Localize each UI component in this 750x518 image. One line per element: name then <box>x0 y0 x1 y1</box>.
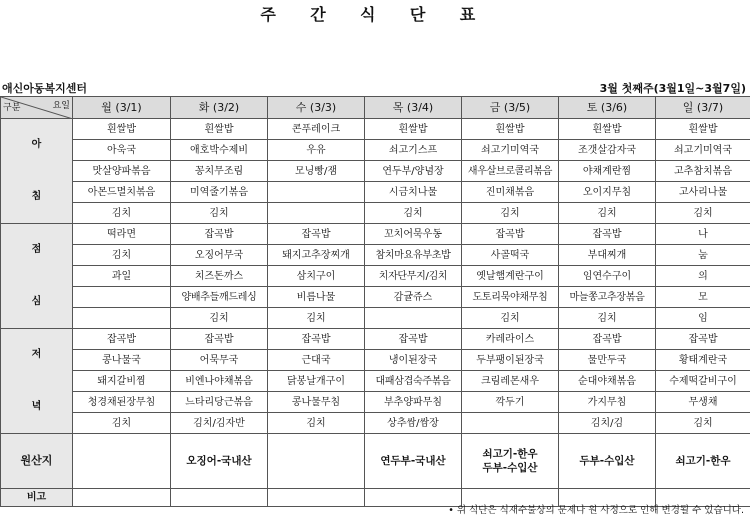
menu-item: 임연수구이 <box>559 266 656 287</box>
menu-row <box>1 308 750 329</box>
organization-name: 애신아동복지센터 <box>2 82 88 95</box>
menu-row <box>1 329 750 350</box>
menu-item: 수제떡갈비구이 <box>656 371 750 392</box>
menu-item: 크림레몬새우 <box>462 371 559 392</box>
note-cell <box>171 489 268 507</box>
menu-item: 진미채볶음 <box>462 182 559 203</box>
menu-item: 돼지갈비찜 <box>73 371 171 392</box>
menu-item: 닭봉날개구이 <box>268 371 365 392</box>
day-header: 화 (3/2) <box>171 97 268 119</box>
menu-row <box>1 392 750 413</box>
menu-item: 황태계란국 <box>656 350 750 371</box>
menu-item: 상추쌈/쌈장 <box>365 413 462 434</box>
menu-item: 부대찌개 <box>559 245 656 266</box>
menu-row <box>1 350 750 371</box>
menu-item: 떡라면 <box>73 224 171 245</box>
week-label: 3월 첫째주(3월1일~3월7일) <box>599 82 746 95</box>
menu-item: 김치 <box>365 203 462 224</box>
menu-item: 흰쌀밥 <box>73 119 171 140</box>
origin-label: 원산지 <box>1 434 73 489</box>
menu-item: 잡곡밥 <box>171 329 268 350</box>
menu-item: 잡곡밥 <box>559 329 656 350</box>
menu-item: 나 <box>656 224 750 245</box>
menu-item: 맛살양파볶음 <box>73 161 171 182</box>
menu-item: 모 <box>656 287 750 308</box>
menu-item: 모닝빵/잼 <box>268 161 365 182</box>
menu-item: 김치 <box>73 245 171 266</box>
menu-item: 느타리당근볶음 <box>171 392 268 413</box>
origin-row <box>1 434 750 489</box>
menu-item: 부추양파무침 <box>365 392 462 413</box>
note-cell <box>365 489 462 507</box>
menu-item: 쇠고기미역국 <box>656 140 750 161</box>
menu-item: 잡곡밥 <box>462 224 559 245</box>
menu-item: 물만두국 <box>559 350 656 371</box>
menu-row <box>1 413 750 434</box>
origin-value-line: 오징어-국내산 <box>186 455 252 467</box>
menu-item: 김치/김 <box>559 413 656 434</box>
menu-item: 오징어무국 <box>171 245 268 266</box>
menu-row <box>1 266 750 287</box>
menu-item: 잡곡밥 <box>365 329 462 350</box>
menu-item: 치즈돈까스 <box>171 266 268 287</box>
menu-item: 야채계란찜 <box>559 161 656 182</box>
menu-item: 도토리묵야채무침 <box>462 287 559 308</box>
menu-item: 가지무침 <box>559 392 656 413</box>
menu-item: 마늘쫑고추장볶음 <box>559 287 656 308</box>
menu-item: 꼬치어묵우동 <box>365 224 462 245</box>
menu-item: 흰쌀밥 <box>365 119 462 140</box>
menu-item: 냉이된장국 <box>365 350 462 371</box>
day-header-row <box>1 97 750 119</box>
origin-value <box>656 434 750 489</box>
menu-item: 김치 <box>462 308 559 329</box>
menu-item: 순대야채볶음 <box>559 371 656 392</box>
menu-table <box>0 96 750 507</box>
menu-row <box>1 287 750 308</box>
menu-item: 고추참치볶음 <box>656 161 750 182</box>
day-header: 일 (3/7) <box>656 97 750 119</box>
menu-item: 콘푸레이크 <box>268 119 365 140</box>
menu-item: 잡곡밥 <box>171 224 268 245</box>
menu-item: 흰쌀밥 <box>656 119 750 140</box>
menu-item: 참치마요유부초밥 <box>365 245 462 266</box>
note-cell <box>268 489 365 507</box>
menu-item: 미역줄기볶음 <box>171 182 268 203</box>
menu-item: 쇠고기미역국 <box>462 140 559 161</box>
origin-value <box>559 434 656 489</box>
menu-item: 아욱국 <box>73 140 171 161</box>
menu-item <box>365 308 462 329</box>
menu-item: 비엔나야채볶음 <box>171 371 268 392</box>
meal-label-char: 저 <box>31 349 42 360</box>
menu-item: 김치 <box>171 308 268 329</box>
origin-value <box>73 434 171 489</box>
meal-label <box>1 224 73 329</box>
day-header: 월 (3/1) <box>73 97 171 119</box>
menu-item: 김치 <box>171 203 268 224</box>
origin-value <box>171 434 268 489</box>
day-header: 수 (3/3) <box>268 97 365 119</box>
menu-item: 연두부/양념장 <box>365 161 462 182</box>
menu-item: 돼지고추장찌개 <box>268 245 365 266</box>
menu-row <box>1 224 750 245</box>
menu-item: 잡곡밥 <box>656 329 750 350</box>
origin-value-line: 연두부-국내산 <box>380 455 446 467</box>
menu-item: 새우살브로콜리볶음 <box>462 161 559 182</box>
menu-item: 의 <box>656 266 750 287</box>
note-cell <box>73 489 171 507</box>
menu-item: 쇠고기스프 <box>365 140 462 161</box>
menu-item: 시금치나물 <box>365 182 462 203</box>
meal-label <box>1 119 73 224</box>
day-header: 토 (3/6) <box>559 97 656 119</box>
menu-item: 대패삼겹숙주볶음 <box>365 371 462 392</box>
menu-item: 카레라이스 <box>462 329 559 350</box>
menu-item: 콩나물무침 <box>268 392 365 413</box>
meal-label-char: 침 <box>31 191 42 202</box>
menu-item: 아몬드멸치볶음 <box>73 182 171 203</box>
meal-label-char: 심 <box>31 296 42 307</box>
menu-item: 고사리나물 <box>656 182 750 203</box>
menu-item: 김치 <box>656 203 750 224</box>
menu-item: 삼치구이 <box>268 266 365 287</box>
menu-item: 잡곡밥 <box>268 329 365 350</box>
menu-item <box>73 287 171 308</box>
meal-label <box>1 329 73 434</box>
menu-row <box>1 203 750 224</box>
menu-item: 김치 <box>268 308 365 329</box>
meal-label-char: 점 <box>31 244 42 255</box>
menu-item: 과일 <box>73 266 171 287</box>
menu-row <box>1 371 750 392</box>
menu-item: 애호박수제비 <box>171 140 268 161</box>
menu-item: 흰쌀밥 <box>559 119 656 140</box>
menu-item: 감귤쥬스 <box>365 287 462 308</box>
menu-row <box>1 182 750 203</box>
menu-item: 조갯살감자국 <box>559 140 656 161</box>
menu-item: 무생채 <box>656 392 750 413</box>
meal-label-char: 녁 <box>31 401 42 412</box>
menu-item: 우유 <box>268 140 365 161</box>
corner-right-label: 요일 <box>52 101 70 111</box>
origin-value-line: 쇠고기-한우 <box>482 448 538 460</box>
menu-item <box>268 203 365 224</box>
origin-value-line: 쇠고기-한우 <box>675 455 731 467</box>
menu-item: 김치 <box>559 308 656 329</box>
menu-item: 잡곡밥 <box>559 224 656 245</box>
corner-header <box>1 97 73 119</box>
menu-item: 김치 <box>73 203 171 224</box>
menu-item: 잡곡밥 <box>268 224 365 245</box>
menu-item <box>73 308 171 329</box>
menu-item: 콩나물국 <box>73 350 171 371</box>
menu-item: 옛날햄계란구이 <box>462 266 559 287</box>
menu-item: 김치 <box>656 413 750 434</box>
menu-item: 양배추들깨드레싱 <box>171 287 268 308</box>
menu-item: 김치 <box>462 203 559 224</box>
menu-item: 청경채된장무침 <box>73 392 171 413</box>
menu-item: 두부팽이된장국 <box>462 350 559 371</box>
page-title: 주 간 식 단 표 <box>260 5 490 24</box>
menu-item: 치자단무지/김치 <box>365 266 462 287</box>
menu-item: 근대국 <box>268 350 365 371</box>
menu-item: 사골떡국 <box>462 245 559 266</box>
menu-row <box>1 140 750 161</box>
day-header: 목 (3/4) <box>365 97 462 119</box>
origin-value-line: 두부-수입산 <box>482 462 538 474</box>
note-label: 비고 <box>1 489 73 507</box>
footer-note: • 위 식단은 식재수불상의 문제나 원 사정으로 인해 변경될 수 있습니다. <box>448 505 744 516</box>
menu-item: 잡곡밥 <box>73 329 171 350</box>
menu-item: 임 <box>656 308 750 329</box>
origin-value-line: 두부-수입산 <box>579 455 635 467</box>
origin-value <box>268 434 365 489</box>
menu-item: 비름나물 <box>268 287 365 308</box>
menu-row <box>1 245 750 266</box>
menu-row <box>1 161 750 182</box>
menu-item: 흰쌀밥 <box>462 119 559 140</box>
menu-item: 깍두기 <box>462 392 559 413</box>
menu-item: 김치 <box>559 203 656 224</box>
menu-item <box>268 182 365 203</box>
origin-value <box>462 434 559 489</box>
day-header: 금 (3/5) <box>462 97 559 119</box>
menu-item <box>462 413 559 434</box>
menu-item: 오이지무침 <box>559 182 656 203</box>
origin-value <box>365 434 462 489</box>
menu-item: 꽁치무조림 <box>171 161 268 182</box>
corner-left-label: 구분 <box>3 103 21 113</box>
menu-item: 눔 <box>656 245 750 266</box>
menu-item: 김치 <box>268 413 365 434</box>
menu-row <box>1 119 750 140</box>
menu-item: 김치/김자반 <box>171 413 268 434</box>
menu-item: 흰쌀밥 <box>171 119 268 140</box>
meal-label-char: 아 <box>31 139 42 150</box>
menu-item: 어묵무국 <box>171 350 268 371</box>
menu-item: 김치 <box>73 413 171 434</box>
